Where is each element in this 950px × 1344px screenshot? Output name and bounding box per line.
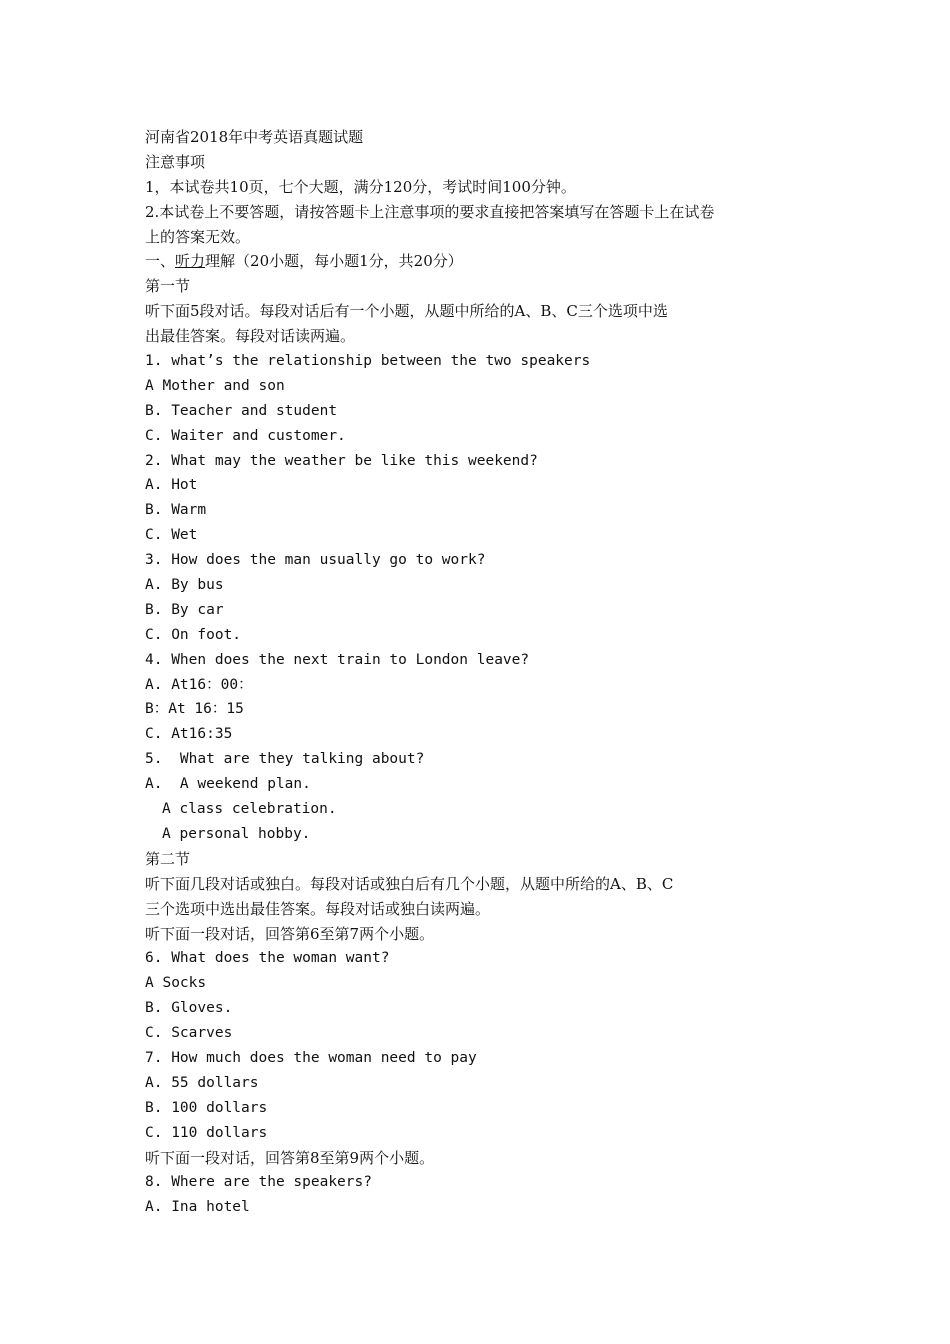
question-6-option-a: A Socks — [145, 975, 207, 992]
question-4-option-a: A. At16：00： — [145, 676, 253, 693]
notice-heading: 注意事项 — [145, 152, 206, 171]
question-4: 4. When does the next train to London leave? — [145, 651, 530, 668]
question-6-option-b: B. Gloves. — [145, 1000, 233, 1017]
part-1-prefix: 一、 — [145, 252, 176, 271]
notice-item-1: 1，本试卷共10页，七个大题，满分120分，考试时间100分钟。 — [145, 177, 576, 196]
question-3-option-a: A. By bus — [145, 577, 224, 594]
part-1-rest: 理解（20小题，每小题1分，共20分） — [205, 252, 463, 271]
question-5-option-b: A class celebration. — [162, 801, 337, 818]
question-4-option-b: B：At 16：15 — [145, 701, 244, 718]
section-2-heading: 第二节 — [145, 849, 191, 868]
question-7-option-b: B. 100 dollars — [145, 1099, 268, 1116]
exam-document — [145, 125, 825, 1220]
question-5-option-a: A. A weekend plan. — [145, 776, 311, 793]
question-7: 7. How much does the woman need to pay — [145, 1049, 477, 1066]
question-1-option-c: C. Waiter and customer. — [145, 427, 346, 444]
question-7-option-a: A. 55 dollars — [145, 1074, 259, 1091]
question-8-option-a: A. Ina hotel — [145, 1199, 250, 1216]
part-1-underlined: 听力 — [175, 252, 206, 271]
document-title: 河南省2018年中考英语真题试题 — [145, 128, 364, 146]
question-2: 2. What may the weather be like this weekend? — [145, 452, 538, 469]
question-5-option-c: A personal hobby. — [162, 825, 311, 842]
dialog-8-9-instruction: 听下面一段对话，回答第8至第9两个小题。 — [145, 1148, 435, 1167]
question-2-option-a: A. Hot — [145, 477, 198, 494]
section-1-instructions: 听下面5段对话。每段对话后有一个小题，从题中所给的A、B、C三个选项中选 — [145, 302, 668, 321]
question-8: 8. Where are the speakers? — [145, 1174, 372, 1191]
section-2-instructions-continued: 三个选项中选出最佳答案。每段对话或独白读两遍。 — [145, 899, 491, 918]
question-2-option-c: C. Wet — [145, 527, 198, 544]
part-1-heading — [145, 249, 825, 274]
notice-item-2-continued: 上的答案无效。 — [145, 227, 251, 246]
notice-item-2: 2.本试卷上不要答题，请按答题卡上注意事项的要求直接把答案填写在答题卡上在试卷 — [145, 202, 715, 221]
section-1-heading: 第一节 — [145, 277, 191, 296]
section-2-instructions: 听下面几段对话或独白。每段对话或独白后有几个小题，从题中所给的A、B、C — [145, 874, 674, 893]
question-3: 3. How does the man usually go to work? — [145, 552, 486, 569]
question-1: 1. what’s the relationship between the two speakers — [145, 353, 591, 370]
question-7-option-c: C. 110 dollars — [145, 1124, 268, 1141]
question-3-option-c: C. On foot. — [145, 626, 242, 643]
question-6-option-c: C. Scarves — [145, 1025, 233, 1042]
question-6: 6. What does the woman want? — [145, 950, 390, 967]
question-4-option-c: C. At16:35 — [145, 726, 233, 743]
question-2-option-b: B. Warm — [145, 502, 207, 519]
question-1-option-a: A Mother and son — [145, 377, 285, 394]
question-1-option-b: B. Teacher and student — [145, 402, 338, 419]
question-3-option-b: B. By car — [145, 601, 224, 618]
dialog-6-7-instruction: 听下面一段对话，回答第6至第7两个小题。 — [145, 924, 435, 943]
section-1-instructions-continued: 出最佳答案。每段对话读两遍。 — [145, 327, 356, 346]
question-5: 5. What are they talking about? — [145, 751, 425, 768]
